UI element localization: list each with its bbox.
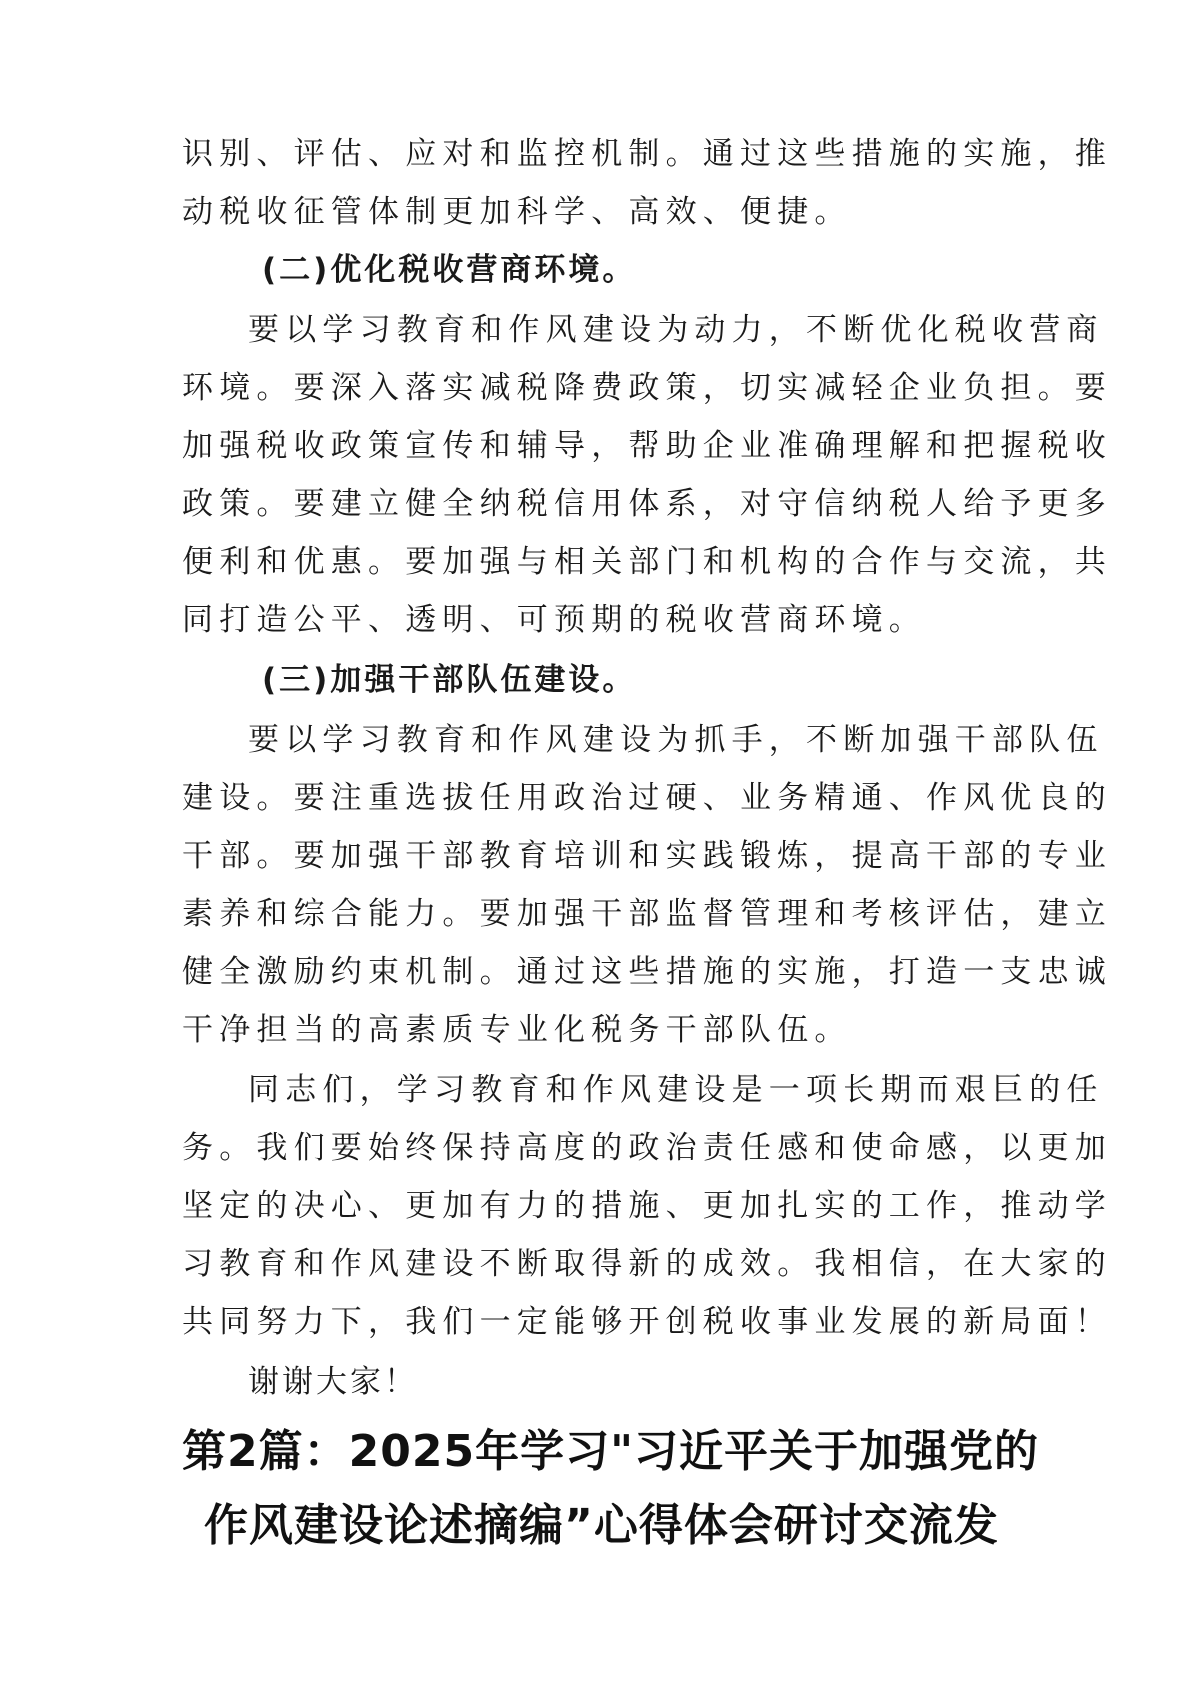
paragraph-2-line-2: 环境。要深入落实减税降费政策，切实减轻企业负担。要: [182, 370, 1112, 406]
paragraph-2-line-5: 便利和优惠。要加强与相关部门和机构的合作与交流，共: [182, 544, 1112, 580]
paragraph-4-line-3: 坚定的决心、更加有力的措施、更加扎实的工作，推动学: [182, 1188, 1112, 1224]
closing-thanks: 谢谢大家！: [248, 1364, 418, 1400]
paragraph-2-line-3: 加强税收政策宣传和辅导，帮助企业准确理解和把握税收: [182, 428, 1112, 464]
article-title-line-2: 作风建设论述摘编”心得体会研讨交流发: [204, 1500, 999, 1551]
article-title-line-1: 第2篇：2025年学习"习近平关于加强党的: [182, 1426, 1039, 1477]
paragraph-3-line-6: 干净担当的高素质专业化税务干部队伍。: [182, 1012, 852, 1048]
paragraph-1-line-1: 识别、评估、应对和监控机制。通过这些措施的实施，推: [182, 136, 1112, 172]
paragraph-3-line-2: 建设。要注重选拔任用政治过硬、业务精通、作风优良的: [182, 780, 1112, 816]
paragraph-2-line-1: 要以学习教育和作风建设为动力，不断优化税收营商: [248, 312, 1104, 348]
paragraph-4-line-4: 习教育和作风建设不断取得新的成效。我相信，在大家的: [182, 1246, 1112, 1282]
paragraph-4-line-2: 务。我们要始终保持高度的政治责任感和使命感，以更加: [182, 1130, 1112, 1166]
section-heading-2: (二)优化税收营商环境。: [262, 252, 637, 288]
section-heading-3: (三)加强干部队伍建设。: [262, 662, 637, 698]
paragraph-3-line-4: 素养和综合能力。要加强干部监督管理和考核评估，建立: [182, 896, 1112, 932]
paragraph-4-line-1: 同志们，学习教育和作风建设是一项长期而艰巨的任: [248, 1072, 1104, 1108]
paragraph-3-line-1: 要以学习教育和作风建设为抓手，不断加强干部队伍: [248, 722, 1104, 758]
paragraph-4-line-5: 共同努力下，我们一定能够开创税收事业发展的新局面！: [182, 1304, 1112, 1340]
paragraph-2-line-6: 同打造公平、透明、可预期的税收营商环境。: [182, 602, 926, 638]
paragraph-1-line-2: 动税收征管体制更加科学、高效、便捷。: [182, 194, 852, 230]
paragraph-2-line-4: 政策。要建立健全纳税信用体系，对守信纳税人给予更多: [182, 486, 1112, 522]
paragraph-3-line-3: 干部。要加强干部教育培训和实践锻炼，提高干部的专业: [182, 838, 1112, 874]
paragraph-3-line-5: 健全激励约束机制。通过这些措施的实施，打造一支忠诚: [182, 954, 1112, 990]
